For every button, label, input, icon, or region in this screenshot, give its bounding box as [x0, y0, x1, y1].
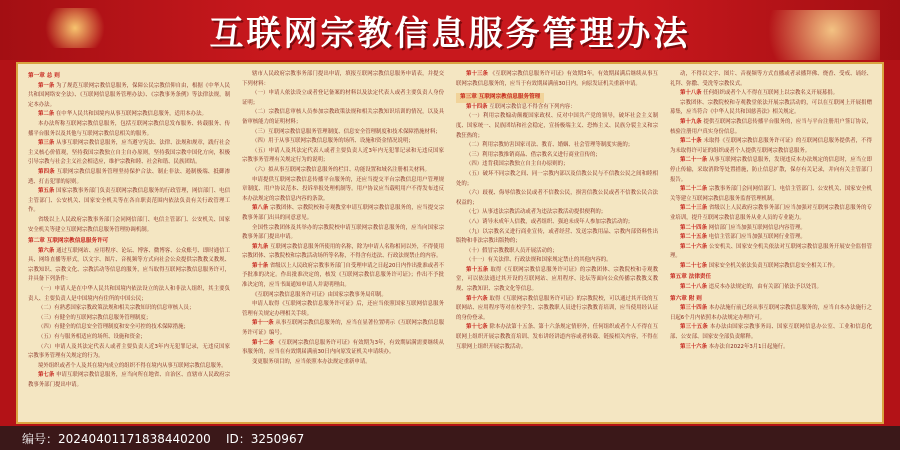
article-text: （三）互联网宗教信息服务管理制度、信息安全管理制度和技术保障措施材料；: [252, 128, 441, 135]
article-number: 第二十六条: [680, 243, 708, 250]
chapter-heading: [670, 295, 872, 305]
article-number: 第二十三条: [680, 205, 708, 212]
article-text: 国家宗教事务部门负责互联网宗教信息服务的行政管理，网信部门、电信主管部门、公安机关、国家安全机关等在各自职责范围内依法负责有关行政管理工作。: [28, 188, 230, 214]
article-paragraph: [456, 218, 658, 228]
article-paragraph: [28, 120, 230, 139]
article-text: （四）有健全的信息安全管理制度和安全可控的技术保障措施；: [38, 324, 189, 331]
article-paragraph: [28, 82, 230, 111]
article-text: （九）以宗教名义进行商业宣传，或者经营、发送宗教用品、宗教内部资料性出版物和非法宗教出版物的；: [456, 228, 658, 245]
article-paragraph: [242, 291, 444, 301]
article-text: 在中华人民共和国境内从事互联网宗教信息服务，适用本办法。: [55, 111, 207, 118]
article-text: 本办法由国家宗教事务局、国家互联网信息办公室、工业和信息化部、公安部、国家安全部负责解释。: [670, 324, 872, 341]
article-text: 未取得《互联网宗教信息服务许可证》的互联网信息服务提供者，不得为未取得许可证的组织或者个人提供互联网宗教信息服务。: [670, 138, 872, 154]
article-number: 第十七条: [466, 324, 488, 331]
article-text: （十）假冒宗教教职人员开展活动的；: [466, 247, 558, 254]
content-panel: [16, 62, 884, 424]
article-paragraph: [670, 185, 872, 204]
chapter-heading-text: 第六章 附 则: [670, 295, 702, 302]
chapter-heading-text: 第一章 总 则: [28, 73, 60, 79]
article-text: 申请人取得《互联网宗教信息服务许可证》后，还应当依照国家互联网信息服务管理有关规定办理相关手续。: [242, 301, 444, 317]
article-paragraph: [456, 160, 658, 170]
article-number: 第十九条: [680, 118, 702, 125]
article-paragraph: [456, 189, 658, 208]
article-text: 网信部门应当加强互联网信息内容管理。: [708, 224, 806, 231]
article-text: （四）违背我国宗教独立自主自办原则的；: [466, 161, 569, 168]
article-paragraph: [28, 247, 230, 285]
article-number: 第五条: [38, 188, 55, 195]
article-number: 第七条: [38, 372, 55, 379]
article-paragraph: [28, 323, 230, 333]
article-text: 《互联网宗教信息服务许可证》由国家宗教事务局印制。: [252, 291, 387, 298]
article-paragraph: [28, 168, 230, 187]
article-text: 本办法自2022年3月1日起施行。: [708, 343, 789, 350]
article-number: 第二十五条: [680, 234, 707, 241]
chapter-heading: [670, 273, 872, 283]
article-paragraph: [670, 304, 872, 323]
article-text: 《互联网宗教信息服务许可证》有效期3年。有效期届满后继续从事互联网宗教信息服务的，应当于有效期届满前30日内，向原发证机关重新申请。: [456, 71, 658, 87]
article-paragraph: [28, 371, 230, 390]
article-text: （四）用于从事互联网宗教信息服务的场所、设施和资金情况说明；: [252, 138, 414, 145]
article-text: （五）有与服务相适应的场所、设施和资金；: [38, 334, 146, 341]
article-paragraph: [670, 283, 872, 293]
article-text: 全国性宗教团体及其举办的宗教院校申请互联网宗教信息服务的，应当向国家宗教事务部门提出申请。: [242, 224, 444, 241]
article-paragraph: [28, 343, 230, 362]
article-text: 申请互联网宗教信息服务，应当向所在地省、自治区、直辖市人民政府宗教事务部门提出申请。: [28, 372, 230, 388]
article-paragraph: [670, 323, 872, 342]
article-text: （五）破坏不同宗教之间、同一宗教内部以及信教公民与不信教公民之间和睦相处的；: [456, 170, 658, 187]
article-paragraph: [456, 247, 658, 257]
article-text: 从事互联网宗教信息服务，发现违反本办法规定的信息时，应当立即停止传输，采取消除等处置措施，防止信息扩散，保存有关记录，并向有关主管部门报告。: [670, 157, 872, 183]
article-paragraph: [242, 70, 444, 89]
article-paragraph: [242, 147, 444, 166]
article-text: 为了规范互联网宗教信息服务，保障公民宗教信仰自由，根据《中华人民共和国网络安全法》、《互联网信息服务管理办法》、《宗教事务条例》等法律法规，制定本办法。: [28, 82, 230, 108]
article-paragraph: [670, 70, 872, 89]
article-paragraph: [456, 141, 658, 151]
article-text: 互联网宗教信息服务管理坚持保护合法、制止非法、遏制极端、抵御渗透、打击犯罪的原则。: [28, 168, 230, 185]
article-text: （二）利用宗教妨害国家司法、教育、婚姻、社会管理等制度实施的；: [466, 142, 634, 149]
article-text: （六）歧视、侮辱信教公民或者不信教公民，损害信教公民或者不信教公民合法权益的；: [456, 190, 658, 206]
article-text: 省级以上人民政府宗教事务部门会同网信部门、电信主管部门、公安机关、国家安全机关等建立互联网宗教信息服务管理协调机制。: [28, 216, 230, 233]
article-text: 互联网宗教信息服务所使用的名称，除为申请人名称相同以外，不得使用宗教团体、宗教院校和宗教活动场所等名称，不得含有违法、行政法规禁止的内容。: [242, 243, 444, 260]
article-text: （三）利用宗教推销商品、借宗教名义进行商业宣传的；: [466, 151, 601, 158]
article-number: 第八条: [252, 205, 269, 212]
article-number: 第三条: [38, 140, 55, 147]
article-number: 第九条: [252, 243, 269, 250]
article-paragraph: [28, 314, 230, 324]
article-paragraph: [456, 256, 658, 266]
article-text: 国家安全机关依法负责互联网宗教信息安全相关工作。: [708, 262, 839, 269]
article-text: 取得《互联网宗教信息服务许可证》的宗教院校，可以通过其开设的互联网站、应用程序等对在校学生、宗教教职人员进行宗教教育培训，应当使用经认证的身份登录。: [456, 295, 658, 321]
article-paragraph: [456, 170, 658, 189]
article-paragraph: [670, 262, 872, 272]
id-label: ID：: [225, 432, 251, 446]
article-paragraph: [670, 89, 872, 99]
code-label: 编号：: [22, 432, 59, 446]
article-text: （二）有熟悉国家宗教政策法规和相关宗教知识的信息审核人员；: [38, 305, 195, 312]
article-paragraph: [242, 176, 444, 205]
article-number: 第十六条: [466, 295, 488, 302]
article-paragraph: [670, 137, 872, 156]
article-paragraph: [28, 110, 230, 120]
article-text: 除本办法第十五条、第十六条规定情形外，任何组织或者个人不得在互联网上组织开展宗教教育培训、发布讲经讲道内容或者转载、链接相关内容，不得在互联网上组织开展宗教活动。: [456, 324, 658, 350]
article-paragraph: [456, 112, 658, 141]
article-paragraph: [242, 137, 444, 147]
article-paragraph: [28, 216, 230, 235]
article-text: 互联网宗教信息不得含有下列内容：: [489, 103, 576, 110]
article-text: 从事互联网宗教信息服务的，应当在显著位置明示《互联网宗教信息服务许可证》编号。: [242, 320, 444, 337]
article-paragraph: [456, 103, 658, 113]
chapter-heading: [456, 91, 658, 103]
article-number: 第十一条: [252, 320, 274, 327]
article-text: 宗教团体、宗教院校和寺观教堂申请互联网宗教信息服务的，应当提交宗教事务部门出具的同意意见。: [242, 205, 444, 221]
article-text: 违反本办法规定的，由有关部门依法予以处罚。: [708, 284, 822, 291]
article-paragraph: [670, 243, 872, 262]
article-number: 第三十五条: [680, 324, 708, 331]
article-paragraph: [28, 304, 230, 314]
article-text: （七）从事违法宗教活动或者为违法宗教活动提供便利的；: [466, 209, 607, 216]
article-paragraph: [670, 233, 872, 243]
chapter-heading-text: 第五章 法律责任: [670, 274, 712, 281]
article-text: （十一）有关法律、行政法规和国家规定禁止的其他内容的。: [466, 257, 612, 264]
article-number: 第二十七条: [680, 262, 707, 269]
article-number: 第二条: [38, 111, 55, 118]
article-text: 公安机关、国家安全机关依法对互联网宗教信息服务开展安全监督管理。: [670, 243, 872, 260]
article-paragraph: [456, 151, 658, 161]
article-text: 电信主管部门应当加强互联网行业管理。: [708, 234, 806, 241]
article-text: 通过互联网站、应用程序、论坛、博客、微博客、公众账号、即时通信工具、网络直播等形式，以文字、图片、音视频等方式向社会公众提供宗教教义教规、宗教知识、宗教文化、宗教活动等信息的服务，应当取得互联网宗教信息服务许可，并具备下列条件：: [28, 247, 230, 283]
article-paragraph: [242, 339, 444, 358]
article-number: 第二十四条: [680, 224, 707, 231]
article-number: 第十条: [252, 262, 269, 269]
article-number: 第十五条: [466, 266, 489, 273]
article-paragraph: [242, 89, 444, 108]
article-text: 宗教事务部门会同网信部门、电信主管部门、公安机关、国家安全机关等建立互联网宗教信息服务监督管理机制。: [670, 186, 872, 202]
article-text: （一）申请人依法设立或者登记备案的材料以及法定代表人或者主要负责人身份证明；: [242, 90, 444, 106]
article-paragraph: [670, 156, 872, 185]
article-paragraph: [28, 187, 230, 216]
article-paragraph: [456, 266, 658, 295]
text-column: [670, 70, 872, 418]
article-paragraph: [670, 224, 872, 234]
article-number: 第三十六条: [680, 343, 707, 350]
article-number: 第二十八条: [680, 284, 707, 291]
article-paragraph: [670, 118, 872, 137]
article-number: 第十三条: [466, 71, 488, 77]
article-text: （六）申请人及其法定代表人或者主要负责人近3年内无犯罪记录，无违反国家宗教事务管理有关规定的行为。: [28, 343, 230, 360]
id-value: 3250967: [250, 432, 305, 446]
code-value: 20240401171838440200: [58, 432, 211, 446]
article-paragraph: [242, 108, 444, 127]
article-number: 第四条: [38, 168, 55, 175]
article-text: 提供互联网宗教信息传播平台服务的，应当与平台注册用户签订协议，核验注册用户真实身份信息。: [670, 118, 872, 135]
text-column: [456, 70, 658, 418]
article-number: 第二十条: [680, 138, 702, 145]
article-paragraph: [242, 204, 444, 223]
article-text: 《互联网宗教信息服务许可证》有效期为3年，有效期届满需要继续从事服务的，应当在有效期届满前30日内向原发证机关申请续办。: [242, 339, 444, 356]
article-paragraph: [456, 208, 658, 218]
article-text: 本办法施行前已经从事互联网宗教信息服务的，应当自本办法施行之日起6个月内依照本办法规定办理许可。: [670, 305, 872, 321]
article-paragraph: [670, 343, 872, 353]
article-paragraph: [456, 323, 658, 352]
article-paragraph: [28, 285, 230, 304]
article-paragraph: [28, 333, 230, 343]
article-text: （八）诱导未成年人信教，或者组织、强迫未成年人参加宗教活动的；: [466, 218, 634, 225]
text-column: [242, 70, 444, 418]
article-paragraph: [242, 166, 444, 176]
article-text: 取得《互联网宗教信息服务许可证》的宗教团体、宗教院校和寺观教堂，可以依法通过其开设的互联网站、应用程序、论坛等面向公众传播宗教教义教规、宗教知识、宗教文化等信息。: [456, 266, 658, 293]
chapter-heading: [28, 237, 230, 247]
article-text: （一）申请人是在中华人民共和国境内依法设立的法人和非法人组织，其主要负责人、主要负责人是中国境内有住所的中国公民；: [28, 286, 230, 302]
chapter-heading-text: 第三章 互联网宗教信息服务管理: [456, 93, 544, 103]
article-paragraph: [242, 128, 444, 138]
article-paragraph: [456, 295, 658, 324]
article-number: 第十四条: [466, 103, 488, 110]
article-number: 第十八条: [680, 90, 702, 97]
article-paragraph: [242, 300, 444, 319]
article-text: （三）有健全的互联网宗教信息服务管理制度；: [38, 314, 152, 321]
article-text: （五）申请人及其法定代表人或者主要负责人近3年内无犯罪记录和无违反国家宗教事务管理有关规定行为的说明；: [242, 147, 444, 164]
article-paragraph: [670, 204, 872, 223]
article-paragraph: [670, 99, 872, 118]
chapter-heading-text: 第二章 互联网宗教信息服务许可: [28, 238, 109, 245]
article-text: 变更服务项目的，应当依照本办法规定重新申请。: [252, 358, 371, 365]
article-text: 从事互联网宗教信息服务，应当遵守宪法、法律、法规和规章，践行社会主义核心价值观，坚持我国宗教独立自主自办原则，坚持我国宗教中国化方向，积极引导宗教与社会主义社会相适应，维护宗教和睦、社会和谐、民族团结。: [28, 140, 230, 166]
article-paragraph: [242, 243, 444, 262]
article-paragraph: [242, 358, 444, 368]
article-text: （二）宗教信息审核人员参加宗教政策法规和相关宗教知识培训的情况，以及具备审核能力的证明材料；: [242, 109, 444, 125]
article-paragraph: [456, 228, 658, 247]
article-number: 第二十二条: [680, 186, 708, 193]
page-title: 互联网宗教信息服务管理办法: [209, 14, 691, 54]
article-text: 申请提供互联网宗教信息传播平台服务的，还应当提交平台宗教信息用户管理规章制度、用户协议范本、投诉举报处理机制等。用户协议应当载明用户不得发布违反本办法规定的宗教信息内容的条款。: [242, 176, 444, 202]
article-text: 任何组织或者个人不得在互联网上以宗教名义开展募捐。: [703, 90, 839, 97]
article-paragraph: [456, 70, 658, 89]
article-text: 境外组织或者个人及其在境内成立的组织不得在境内从事互联网宗教信息服务。: [38, 362, 227, 369]
watermark-text: [22, 430, 304, 447]
article-text: 省级以上人民政府宗教事务部门应当加强对互联网宗教信息服务的专业培训，提升互联网宗教信息服务从业人员的专业能力。: [670, 205, 872, 221]
article-number: 第一条: [38, 82, 55, 89]
article-text: 动，不得以文字、图片、音视频等方式直播或者录播拜佛、烧香、受戒、诵经、礼拜、弥撒、受洗等宗教仪式。: [670, 71, 872, 87]
article-paragraph: [242, 224, 444, 243]
article-text: 宗教团体、宗教院校和寺观教堂依法开展宗教活动的，可以在互联网上开展捐赠募集，应当符合《中华人民共和国慈善法》相关规定。: [670, 99, 872, 116]
article-number: 第六条: [38, 247, 55, 254]
article-text: 省级以上人民政府宗教事务部门自受理申请之日起20日内作出批准或者不予批准的决定。作出批准决定的，核发《互联网宗教信息服务许可证》；作出不予批准决定的，应当书面通知申请人并说明理由。: [242, 262, 444, 289]
article-number: 第三十四条: [680, 305, 708, 312]
article-text: 辖市人民政府宗教事务部门提出申请，填报互联网宗教信息服务申请表，并提交下列材料：: [242, 71, 444, 87]
article-text: 本办法所称互联网宗教信息服务，包括互联网宗教信息发布服务、转载服务、传播平台服务以及其他与互联网宗教信息相关的服务。: [28, 120, 230, 137]
article-text: （一）利用宗教煽动颠覆国家政权、反对中国共产党的领导，破坏社会主义制度、国家统一、民族团结和社会稳定，宣扬极端主义、恐怖主义、民族分裂主义和宗教狂热的；: [456, 113, 658, 139]
article-paragraph: [242, 262, 444, 291]
article-paragraph: [242, 319, 444, 338]
article-number: 第十二条: [252, 339, 274, 346]
text-column: [28, 70, 230, 418]
article-text: （六）拟从事互联网宗教信息服务的栏目、功能设置和域名注册相关材料。: [252, 166, 430, 173]
chapter-heading: [28, 72, 230, 82]
article-paragraph: [28, 139, 230, 168]
article-number: 第二十一条: [680, 157, 708, 164]
article-paragraph: [28, 362, 230, 372]
